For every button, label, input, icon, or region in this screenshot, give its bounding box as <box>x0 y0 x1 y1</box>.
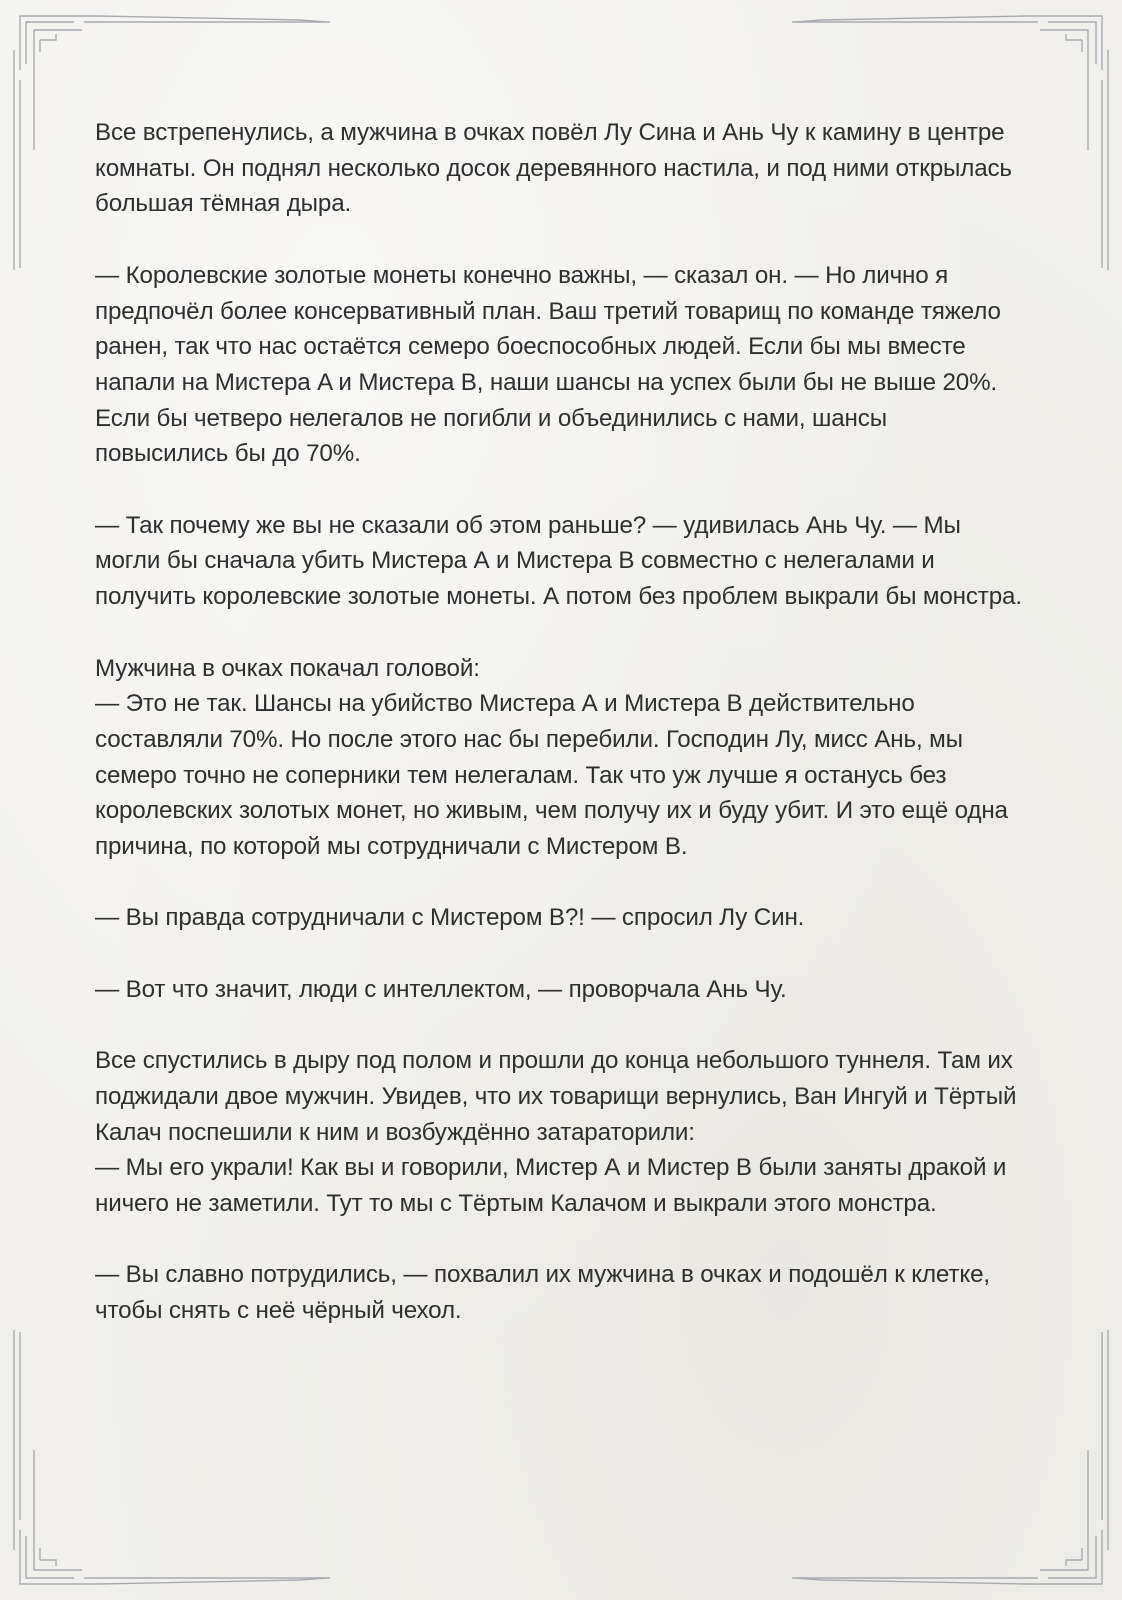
document-text <box>95 115 1025 1364</box>
paragraph-text: — Так почему же вы не сказали об этом раньше? — удивилась Ань Чу. — Мы могли бы сначала убить Мистера А и Мистера B совместно с нелегалами и получить королевские золотые монеты. А потом без проблем выкрали бы монстра. <box>95 511 1022 611</box>
paragraph-text: Все встрепенулись, а мужчина в очках повёл Лу Сина и Ань Чу к камину в центре комнаты. Он поднял несколько досок деревянного настила, и под ними открылась большая тёмная дыра. <box>95 119 1012 218</box>
paragraph <box>95 258 1025 472</box>
paragraph-text: — Вот что значит, люди с интеллектом, — проворчала Ань Чу. <box>95 975 787 1003</box>
paragraph <box>95 651 1025 865</box>
paragraph-text: — Вы правда сотрудничали с Мистером B?! — спросил Лу Син. <box>95 904 805 932</box>
paragraph-text: Все спустились в дыру под полом и прошли до конца небольшого туннеля. Там их поджидали двое мужчин. Увидев, что их товарищи вернулись, Ван Ингуй и Тёртый Калач поспешили к ним и возбуждённо затараторили: <box>95 1047 1017 1146</box>
paragraph-text: — Королевские золотые монеты конечно важны, — сказал он. — Но лично я предпочёл более консервативный план. Ваш третий товарищ по команде тяжело ранен, так что нас остаётся семеро боеспособных людей. Если бы мы вместе напали на Мистера A и Мистера B, наши шансы на успех были бы не выше 20%. Если бы четверо нелегалов не погибли и объединились с нами, шансы повысились бы до 70%. <box>95 261 1001 468</box>
corner-ornament-bottom-left <box>14 1330 330 1584</box>
corner-ornament-bottom-right <box>792 1330 1108 1584</box>
paragraph-text: Мужчина в очках покачал головой: <box>95 654 480 682</box>
paragraph-text: — Это не так. Шансы на убийство Мистера А и Мистера B действительно составляли 70%. Но после этого нас бы перебили. Господин Лу, мисс Ань, мы семеро точно не соперники тем нелегалам. Так что уж лучше я останусь без королевских золотых монет, но живым, чем получу их и буду убит. И это ещё одна причина, по которой мы сотрудничали с Мистером B. <box>95 690 1008 861</box>
paragraph <box>95 972 1025 1008</box>
paragraph-text: — Мы его украли! Как вы и говорили, Мистер А и Мистер B были заняты дракой и ничего не заметили. Тут то мы с Тёртым Калачом и выкрали этого монстра. <box>95 1154 1007 1217</box>
paragraph <box>95 115 1025 222</box>
paragraph-text: — Вы славно потрудились, — похвалил их мужчина в очках и подошёл к клетке, чтобы снять с неё чёрный чехол. <box>95 1261 990 1325</box>
paragraph <box>95 1257 1025 1328</box>
paragraph <box>95 900 1025 936</box>
paragraph <box>95 1043 1025 1222</box>
paragraph <box>95 508 1025 615</box>
